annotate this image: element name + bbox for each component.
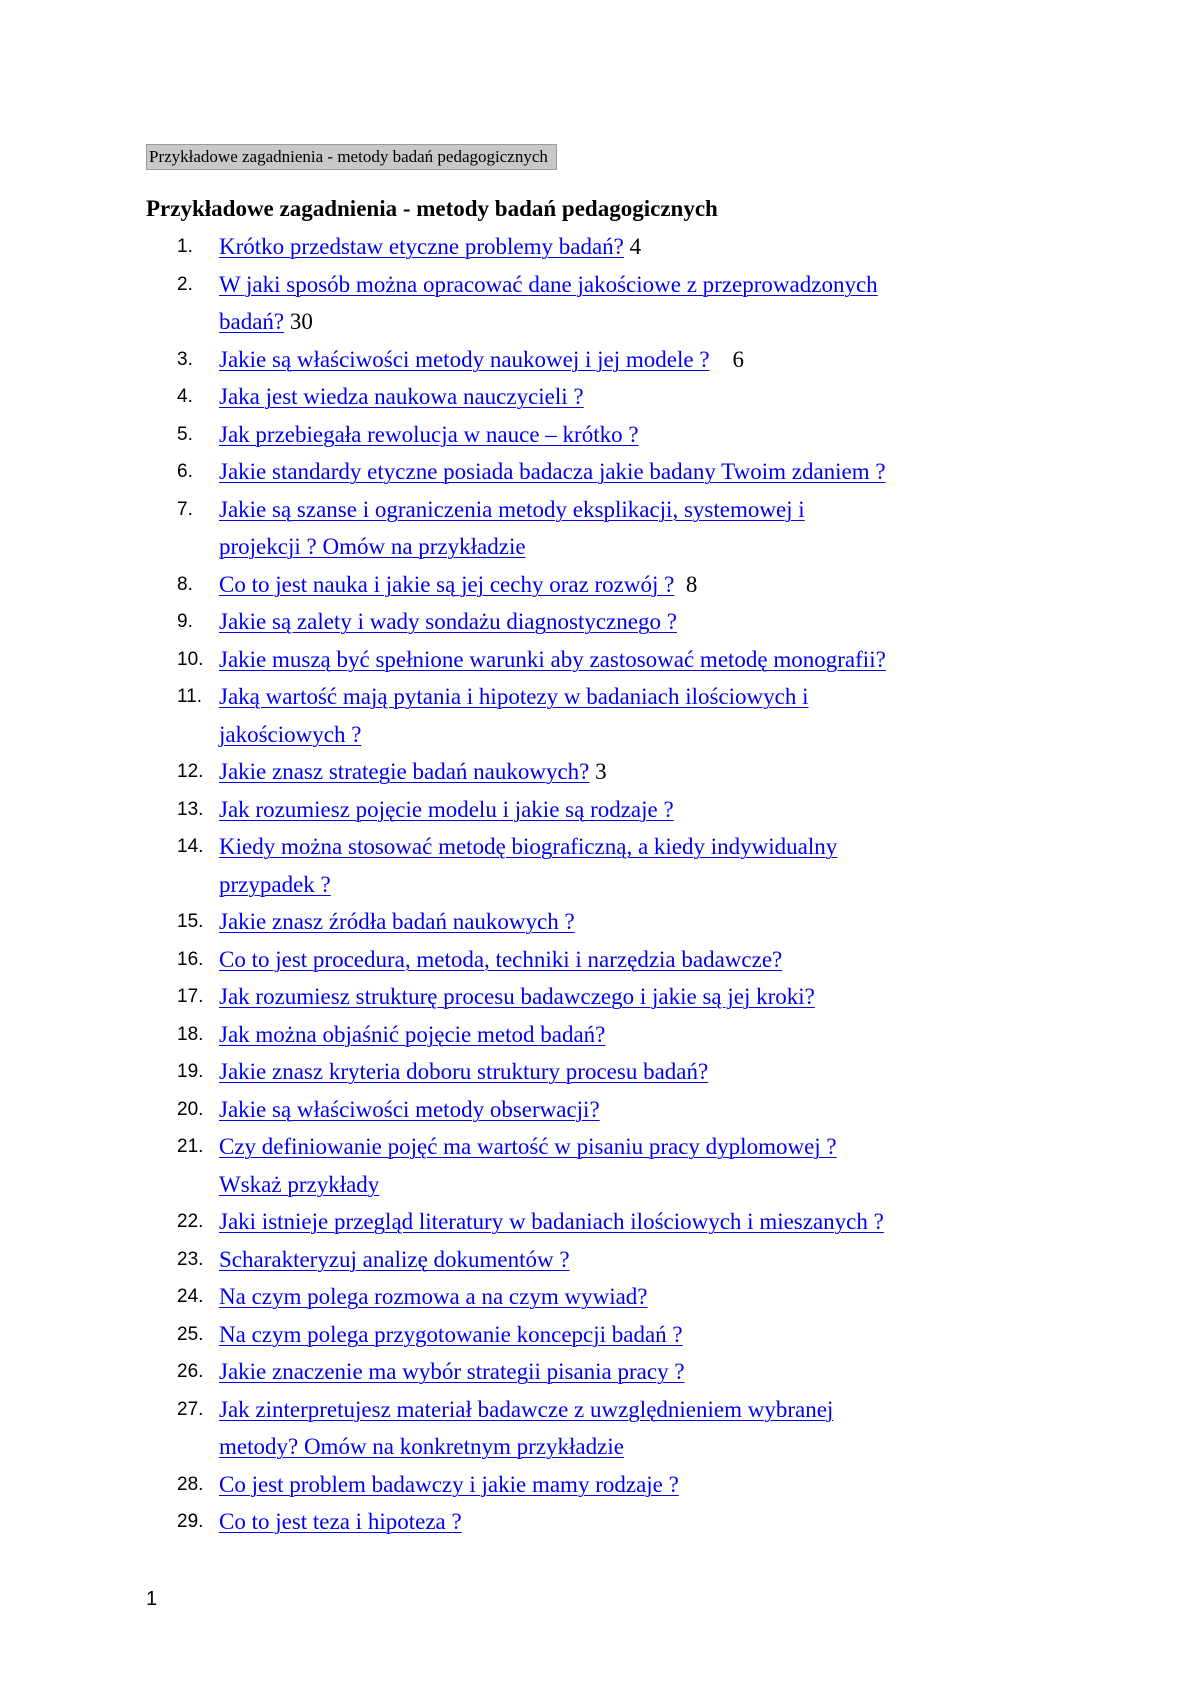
question-line — [219, 1278, 1200, 1316]
question-item — [0, 1241, 1200, 1279]
question-line — [219, 491, 1200, 529]
question-number: 9. — [177, 611, 193, 632]
question-link[interactable]: Czy definiowanie pojęć ma wartość w pisaniu pracy dyplomowej ? — [219, 1134, 837, 1159]
question-item — [0, 1316, 1200, 1354]
question-link[interactable]: Jakie są właściwości metody obserwacji? — [219, 1096, 600, 1122]
question-link[interactable]: metody? Omów na konkretnym przykładzie — [219, 1434, 624, 1459]
question-item — [0, 1128, 1200, 1203]
question-line — [219, 1166, 1200, 1204]
question-number: 8. — [177, 573, 193, 595]
question-number: 13. — [177, 798, 204, 820]
question-link[interactable]: Jak zinterpretujesz materiał badawcze z uwzględnieniem wybranej — [219, 1396, 834, 1422]
question-link[interactable]: Jakie są właściwości metody naukowej i jej modele ? — [219, 346, 710, 372]
question-link[interactable]: Jak można objaśnić pojęcie metod badań? — [219, 1021, 606, 1047]
question-link[interactable]: Jakie są zalety i wady sondażu diagnostycznego ? — [219, 609, 677, 634]
question-line — [219, 566, 1200, 604]
question-link[interactable]: badań? — [219, 309, 285, 334]
question-link[interactable]: Jakie znaczenie ma wybór strategii pisania pracy ? — [219, 1359, 685, 1384]
question-number: 24. — [177, 1286, 204, 1307]
question-link[interactable]: Jaka jest wiedza naukowa nauczycieli ? — [219, 384, 584, 409]
question-link[interactable]: Wskaż przykłady — [219, 1171, 380, 1197]
question-link[interactable]: Co to jest nauka i jakie są jej cechy oraz rozwój ? — [219, 571, 675, 597]
question-link[interactable]: Jakie są szanse i ograniczenia metody eksplikacji, systemowej i — [219, 496, 805, 522]
question-link[interactable]: Krótko przedstaw etyczne problemy badań? — [219, 234, 624, 259]
question-note: 8 — [680, 571, 698, 597]
question-link[interactable]: Jakie znasz kryteria doboru struktury procesu badań? — [219, 1059, 709, 1084]
question-line — [219, 1016, 1200, 1054]
question-link[interactable]: Jakie znasz źródła badań naukowych ? — [219, 909, 575, 934]
question-item — [0, 491, 1200, 566]
question-link[interactable]: Jakie znasz strategie badań naukowych? — [219, 759, 590, 784]
question-item — [0, 1503, 1200, 1541]
question-item — [0, 641, 1200, 679]
question-line — [219, 716, 1200, 754]
question-link[interactable]: Jakie standardy etyczne posiada badacza jakie badany Twoim zdaniem ? — [219, 459, 886, 484]
question-number: 21. — [177, 1136, 204, 1157]
question-item — [0, 1203, 1200, 1241]
question-line — [219, 941, 1200, 979]
question-number: 14. — [177, 836, 204, 857]
question-number: 27. — [177, 1398, 204, 1420]
question-note: 6 — [715, 346, 745, 372]
question-number: 17. — [177, 986, 204, 1007]
question-line — [219, 1316, 1200, 1354]
question-line — [219, 1466, 1200, 1504]
question-link[interactable]: Kiedy można stosować metodę biograficzną, a kiedy indywidualny — [219, 834, 838, 859]
question-item — [0, 228, 1200, 266]
question-item — [0, 941, 1200, 979]
question-line — [219, 866, 1200, 904]
question-item — [0, 1016, 1200, 1054]
question-link[interactable]: jakościowych ? — [219, 721, 362, 747]
question-item — [0, 1353, 1200, 1391]
question-number: 4. — [177, 386, 193, 407]
question-link[interactable]: projekcji ? Omów na przykładzie — [219, 534, 526, 559]
question-number: 6. — [177, 461, 193, 482]
question-line — [219, 1128, 1200, 1166]
question-number: 25. — [177, 1323, 204, 1345]
question-line — [219, 903, 1200, 941]
question-line — [219, 528, 1200, 566]
question-number: 26. — [177, 1361, 204, 1382]
question-number: 5. — [177, 423, 193, 445]
document-header-label: Przykładowe zagadnienia - metody badań pedagogicznych — [146, 144, 557, 170]
question-number: 28. — [177, 1473, 204, 1495]
question-line — [219, 791, 1200, 829]
question-link[interactable]: Jak przebiegała rewolucja w nauce – krótko ? — [219, 421, 639, 447]
question-number: 22. — [177, 1211, 204, 1232]
question-line — [219, 828, 1200, 866]
question-list — [0, 228, 1200, 1541]
question-number: 19. — [177, 1061, 204, 1082]
question-item — [0, 828, 1200, 903]
question-item — [0, 566, 1200, 604]
question-number: 18. — [177, 1023, 204, 1045]
question-line — [219, 603, 1200, 641]
question-line — [219, 453, 1200, 491]
question-item — [0, 753, 1200, 791]
question-line — [219, 228, 1200, 266]
question-number: 7. — [177, 498, 193, 520]
question-link[interactable]: Jaki istnieje przegląd literatury w badaniach ilościowych i mieszanych ? — [219, 1209, 884, 1234]
question-note: 30 — [289, 309, 313, 334]
question-link[interactable]: przypadek ? — [219, 871, 331, 897]
question-number: 29. — [177, 1511, 204, 1532]
question-link[interactable]: Jaką wartość mają pytania i hipotezy w badaniach ilościowych i — [219, 684, 809, 709]
question-note: 4 — [629, 234, 642, 259]
question-line — [219, 678, 1200, 716]
question-item — [0, 416, 1200, 454]
question-line — [219, 1091, 1200, 1129]
question-line — [219, 1203, 1200, 1241]
question-number: 11. — [177, 686, 203, 707]
question-item — [0, 678, 1200, 753]
question-number: 15. — [177, 911, 204, 932]
question-link[interactable]: Co jest problem badawczy i jakie mamy rodzaje ? — [219, 1471, 679, 1497]
question-link[interactable]: W jaki sposób można opracować dane jakościowe z przeprowadzonych — [219, 271, 878, 297]
question-line — [219, 978, 1200, 1016]
question-item — [0, 341, 1200, 379]
question-item — [0, 1391, 1200, 1466]
question-link[interactable]: Scharakteryzuj analizę dokumentów ? — [219, 1246, 570, 1272]
question-number: 23. — [177, 1248, 204, 1270]
question-item — [0, 791, 1200, 829]
question-item — [0, 1053, 1200, 1091]
page-number: 1 — [146, 1588, 158, 1610]
question-line — [219, 303, 1200, 341]
question-note: 3 — [595, 759, 607, 784]
question-line — [219, 378, 1200, 416]
question-item — [0, 378, 1200, 416]
question-item — [0, 1278, 1200, 1316]
question-link[interactable]: Jakie muszą być spełnione warunki aby zastosować metodę monografii? — [219, 646, 886, 672]
question-line — [219, 266, 1200, 304]
question-number: 16. — [177, 948, 204, 970]
question-link[interactable]: Na czym polega przygotowanie koncepcji badań ? — [219, 1321, 683, 1347]
question-line — [219, 1053, 1200, 1091]
question-line — [219, 1503, 1200, 1541]
question-line — [219, 1391, 1200, 1429]
question-link[interactable]: Co to jest procedura, metoda, techniki i narzędzia badawcze? — [219, 946, 783, 972]
question-link[interactable]: Jak rozumiesz strukturę procesu badawczego i jakie są jej kroki? — [219, 984, 815, 1009]
question-link[interactable]: Na czym polega rozmowa a na czym wywiad? — [219, 1284, 648, 1309]
question-number: 10. — [177, 648, 204, 670]
question-item — [0, 453, 1200, 491]
question-item — [0, 903, 1200, 941]
document-title: Przykładowe zagadnienia - metody badań pedagogicznych — [146, 196, 718, 221]
question-link[interactable]: Co to jest teza i hipoteza ? — [219, 1509, 462, 1534]
question-number: 1. — [177, 236, 193, 257]
question-line — [219, 753, 1200, 791]
question-line — [219, 641, 1200, 679]
question-line — [219, 341, 1200, 379]
question-number: 3. — [177, 348, 193, 370]
question-number: 20. — [177, 1098, 204, 1120]
question-item — [0, 1091, 1200, 1129]
question-line — [219, 1428, 1200, 1466]
question-item — [0, 1466, 1200, 1504]
question-number: 2. — [177, 273, 193, 295]
question-item — [0, 978, 1200, 1016]
question-link[interactable]: Jak rozumiesz pojęcie modelu i jakie są rodzaje ? — [219, 796, 674, 822]
question-line — [219, 1241, 1200, 1279]
question-number: 12. — [177, 761, 204, 782]
question-line — [219, 1353, 1200, 1391]
question-line — [219, 416, 1200, 454]
question-item — [0, 266, 1200, 341]
question-item — [0, 603, 1200, 641]
